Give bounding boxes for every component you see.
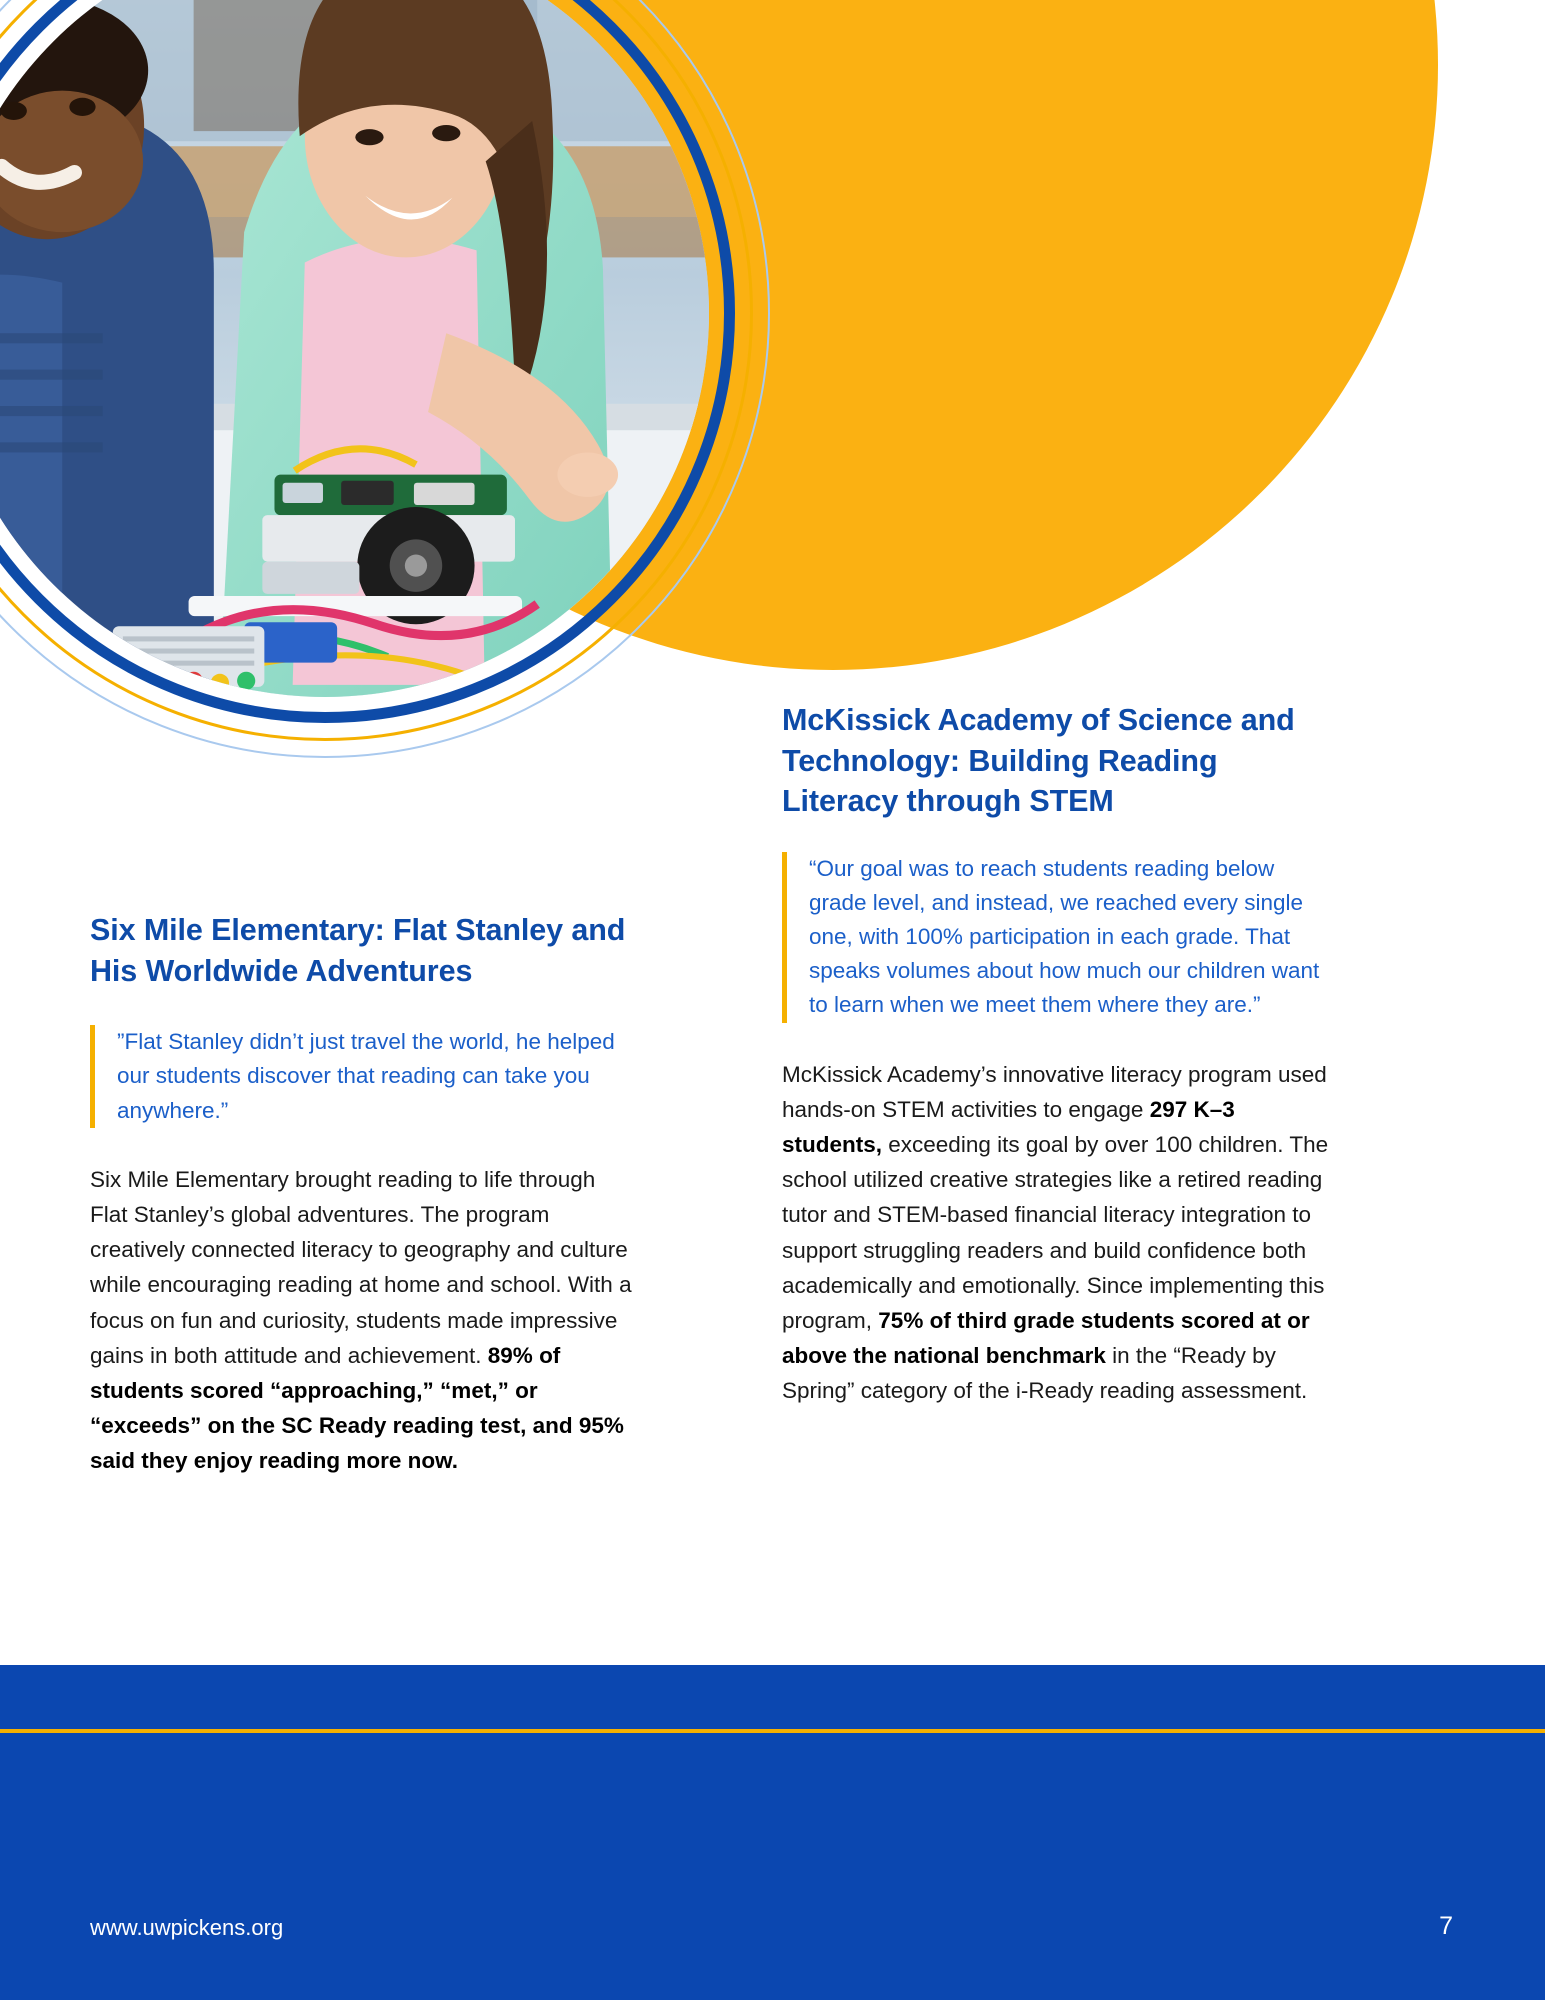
right-body-text-bold2: 75% of third grade students scored at or above the national benchmark [782,1308,1310,1369]
right-body-text-part2: exceeding its goal by over 100 children. The school utilized creative strategies like a retired reading tutor and STEM-based financial literacy integration to support struggling readers and build confidence both academically and emotionally. Since implementing this program, [782,1132,1329,1334]
hero-photo-circle [0,0,770,758]
right-body-text-bold1: 297 K–3 students, [782,1096,1235,1158]
left-body-text-bold: 89% of students scored “approaching,” “met,” or “exceeds” on the SC Ready reading test, and 95% said they enjoy reading more now. [90,1342,624,1474]
footer-band [0,1665,1545,2000]
footer-page-number: 7 [1439,1912,1453,1940]
left-body-text-normal: Six Mile Elementary brought reading to life through Flat Stanley’s global adventures. The program creatively connected literacy to geography and culture while encouraging reading at home and school. With a focus on fun and curiosity, students made impressive gains in both attitude and achievement. [90,1166,632,1368]
footer-gold-divider [0,1729,1545,1733]
right-story-headline: McKissick Academy of Science and Technology: Building Reading Literacy through STEM [782,703,1295,819]
right-story-column [782,700,1337,1409]
right-body-text-part1: McKissick Academy’s innovative literacy program used hands-on STEM activities to engage [782,1061,1327,1122]
right-body-text-part3: in the “Ready by Spring” category of the i-Ready reading assessment. [782,1343,1308,1404]
left-story-column [90,910,635,1479]
right-story-body [782,1057,1337,1409]
left-story-body [90,1162,635,1479]
right-story-pullquote: “Our goal was to reach students reading below grade level, and instead, we reached every single one, with 100% participation in each grade. That speaks volumes about how much our children want to learn when we meet them where they are.” [782,852,1337,1023]
footer-website-url[interactable]: www.uwpickens.org [90,1915,284,1940]
left-story-headline: Six Mile Elementary: Flat Stanley and His Worldwide Adventures [90,913,626,988]
left-story-pullquote: ”Flat Stanley didn’t just travel the world, he helped our students discover that reading can take you anywhere.” [90,1025,635,1128]
